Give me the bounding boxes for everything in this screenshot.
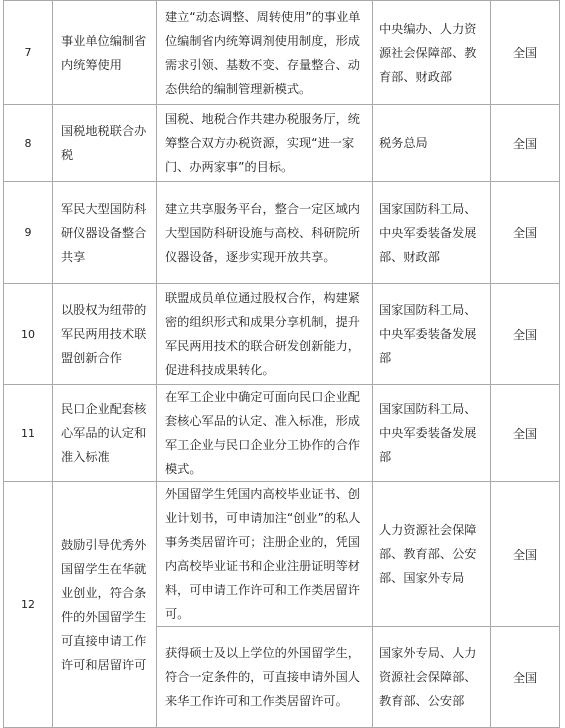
policy-table <box>3 0 560 728</box>
table-row <box>4 284 560 385</box>
responsible-departments: 国家国防科工局、中央军委装备发展部 <box>373 385 491 482</box>
promotion-scope: 全国 <box>491 385 560 482</box>
row-number: 10 <box>4 284 53 385</box>
row-number: 7 <box>4 1 53 105</box>
reform-item: 国税地税联合办税 <box>53 105 157 182</box>
responsible-departments: 税务总局 <box>373 105 491 182</box>
responsible-departments: 国家国防科工局、中央军委装备发展部、财政部 <box>373 182 491 284</box>
reform-item: 军民大型国防科研仪器设备整合共享 <box>53 182 157 284</box>
row-number: 9 <box>4 182 53 284</box>
promotion-scope: 全国 <box>491 482 560 627</box>
reform-content: 获得硕士及以上学位的外国留学生，符合一定条件的，可直接申请外国人来华工作许可和工作类居留许可。 <box>157 627 373 728</box>
row-number: 12 <box>4 482 53 728</box>
reform-item: 事业单位编制省内统筹使用 <box>53 1 157 105</box>
table-row <box>4 105 560 182</box>
responsible-departments: 中央编办、人力资源社会保障部、教育部、财政部 <box>373 1 491 105</box>
table-row <box>4 482 560 627</box>
promotion-scope: 全国 <box>491 627 560 728</box>
promotion-scope: 全国 <box>491 1 560 105</box>
row-number: 11 <box>4 385 53 482</box>
reform-item: 鼓励引导优秀外国留学生在华就业创业，符合条件的外国留学生可直接申请工作许可和居留许可 <box>53 482 157 728</box>
promotion-scope: 全国 <box>491 284 560 385</box>
reform-content: 国税、地税合作共建办税服务厅，统筹整合双方办税资源，实现“进一家门、办两家事”的目标。 <box>157 105 373 182</box>
row-number: 8 <box>4 105 53 182</box>
table-row <box>4 1 560 105</box>
responsible-departments: 国家国防科工局、中央军委装备发展部 <box>373 284 491 385</box>
reform-item: 以股权为纽带的军民两用技术联盟创新合作 <box>53 284 157 385</box>
reform-item: 民口企业配套核心军品的认定和准入标准 <box>53 385 157 482</box>
reform-content: 建立共享服务平台，整合一定区域内大型国防科研设施与高校、科研院所仪器设备，逐步实现开放共享。 <box>157 182 373 284</box>
promotion-scope: 全国 <box>491 105 560 182</box>
reform-content: 建立“动态调整、周转使用”的事业单位编制省内统筹调剂使用制度，形成需求引领、基数不变、存量整合、动态供给的编制管理新模式。 <box>157 1 373 105</box>
table-row <box>4 182 560 284</box>
reform-content: 外国留学生凭国内高校毕业证书、创业计划书，可申请加注“创业”的私人事务类居留许可；注册企业的，凭国内高校毕业证书和企业注册证明等材料，可申请工作许可和工作类居留许可。 <box>157 482 373 627</box>
reform-content: 在军工企业中确定可面向民口企业配套核心军品的认定、准入标准，形成军工企业与民口企业分工协作的合作模式。 <box>157 385 373 482</box>
table-row <box>4 385 560 482</box>
promotion-scope: 全国 <box>491 182 560 284</box>
responsible-departments: 国家外专局、人力资源社会保障部、教育部、公安部 <box>373 627 491 728</box>
reform-content: 联盟成员单位通过股权合作，构建紧密的组织形式和成果分享机制，提升军民两用技术的联合研发创新能力，促进科技成果转化。 <box>157 284 373 385</box>
responsible-departments: 人力资源社会保障部、教育部、公安部、国家外专局 <box>373 482 491 627</box>
